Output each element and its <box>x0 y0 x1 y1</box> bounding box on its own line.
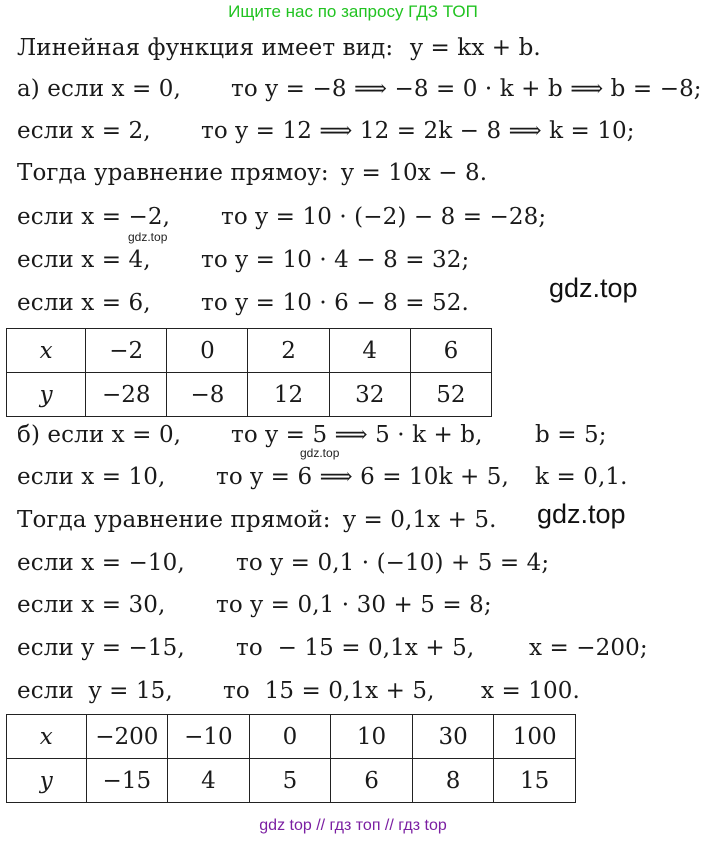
line-text: Тогда уравнение прямоу: <box>17 160 329 186</box>
equation: то y = 5 ⟹ 5 · k + b, <box>231 422 483 448</box>
table-header-x: x <box>7 715 87 759</box>
table-cell: 6 <box>410 329 491 373</box>
equation: x = 100. <box>481 678 580 704</box>
table-row-y <box>7 373 492 417</box>
table-cell: 0 <box>167 329 248 373</box>
table-header-y: y <box>7 759 87 803</box>
table-cell: −200 <box>86 715 168 759</box>
equation: то 15 = 0,1x + 5, <box>223 678 435 704</box>
table-cell: −28 <box>86 373 167 417</box>
equation: то y = 10 · 6 − 8 = 52. <box>201 290 469 316</box>
line-text: если x = 10, <box>17 464 166 490</box>
equation: то y = 0,1 · (−10) + 5 = 4; <box>236 550 550 576</box>
line-text: если x = 30, <box>17 592 166 618</box>
line-text: если y = 15, <box>17 678 173 704</box>
equation: то y = 12 ⟹ 12 = 2k − 8 ⟹ k = 10; <box>201 118 635 144</box>
table-cell: 4 <box>168 759 250 803</box>
equation: то y = 10 · (−2) − 8 = −28; <box>221 204 547 230</box>
top-banner[interactable]: Ищите нас по запросу ГДЗ ТОП <box>228 2 478 21</box>
footer-links[interactable]: gdz top // гдз топ // гдз top <box>259 817 447 834</box>
equation: то y = 0,1 · 30 + 5 = 8; <box>216 592 492 618</box>
equation: b = 5; <box>535 422 607 448</box>
line-text: если x = 6, <box>17 290 151 316</box>
line-text: а) если x = 0, <box>17 76 181 102</box>
line-text: Линейная функция имеет вид: <box>17 35 394 61</box>
table-cell: −10 <box>168 715 250 759</box>
equation: то y = 10 · 4 − 8 = 32; <box>201 247 470 273</box>
equation: x = −200; <box>529 635 648 661</box>
equation: то y = −8 ⟹ −8 = 0 · k + b ⟹ b = −8; <box>231 76 702 102</box>
equation: то − 15 = 0,1x + 5, <box>236 635 475 661</box>
watermark-small: gdz.top <box>128 230 168 244</box>
values-table-b <box>6 714 576 803</box>
watermark-large: gdz.top <box>549 273 638 303</box>
table-cell: −8 <box>167 373 248 417</box>
table-cell: 10 <box>331 715 413 759</box>
line-text: если x = 4, <box>17 247 151 273</box>
line-text: если y = −15, <box>17 635 185 661</box>
values-table-a <box>6 328 492 417</box>
equation: y = kx + b. <box>410 35 541 61</box>
equation: y = 10x − 8. <box>341 160 488 186</box>
table-cell: −2 <box>86 329 167 373</box>
line-text: если x = −2, <box>17 204 171 230</box>
table-row-x <box>7 329 492 373</box>
table-cell: 2 <box>248 329 329 373</box>
watermark-small: gdz.top <box>300 446 340 460</box>
table-cell: 32 <box>329 373 410 417</box>
line-text: б) если x = 0, <box>17 422 182 448</box>
table-cell: 52 <box>410 373 491 417</box>
watermark-large: gdz.top <box>537 499 626 529</box>
equation: y = 0,1x + 5. <box>343 507 497 533</box>
table-cell: 4 <box>329 329 410 373</box>
table-cell: 6 <box>331 759 413 803</box>
table-row-x <box>7 715 576 759</box>
table-cell: 8 <box>412 759 494 803</box>
table-cell: 12 <box>248 373 329 417</box>
table-cell: 5 <box>249 759 331 803</box>
table-cell: 100 <box>494 715 576 759</box>
table-cell: 15 <box>494 759 576 803</box>
table-row-y <box>7 759 576 803</box>
equation: k = 0,1. <box>535 464 628 490</box>
line-text: если x = −10, <box>17 550 185 576</box>
table-cell: 30 <box>412 715 494 759</box>
table-cell: 0 <box>249 715 331 759</box>
equation: то y = 6 ⟹ 6 = 10k + 5, <box>216 464 509 490</box>
table-cell: −15 <box>86 759 168 803</box>
line-text: Тогда уравнение прямой: <box>17 507 331 533</box>
table-header-y: y <box>7 373 86 417</box>
table-header-x: x <box>7 329 86 373</box>
line-text: если x = 2, <box>17 118 151 144</box>
